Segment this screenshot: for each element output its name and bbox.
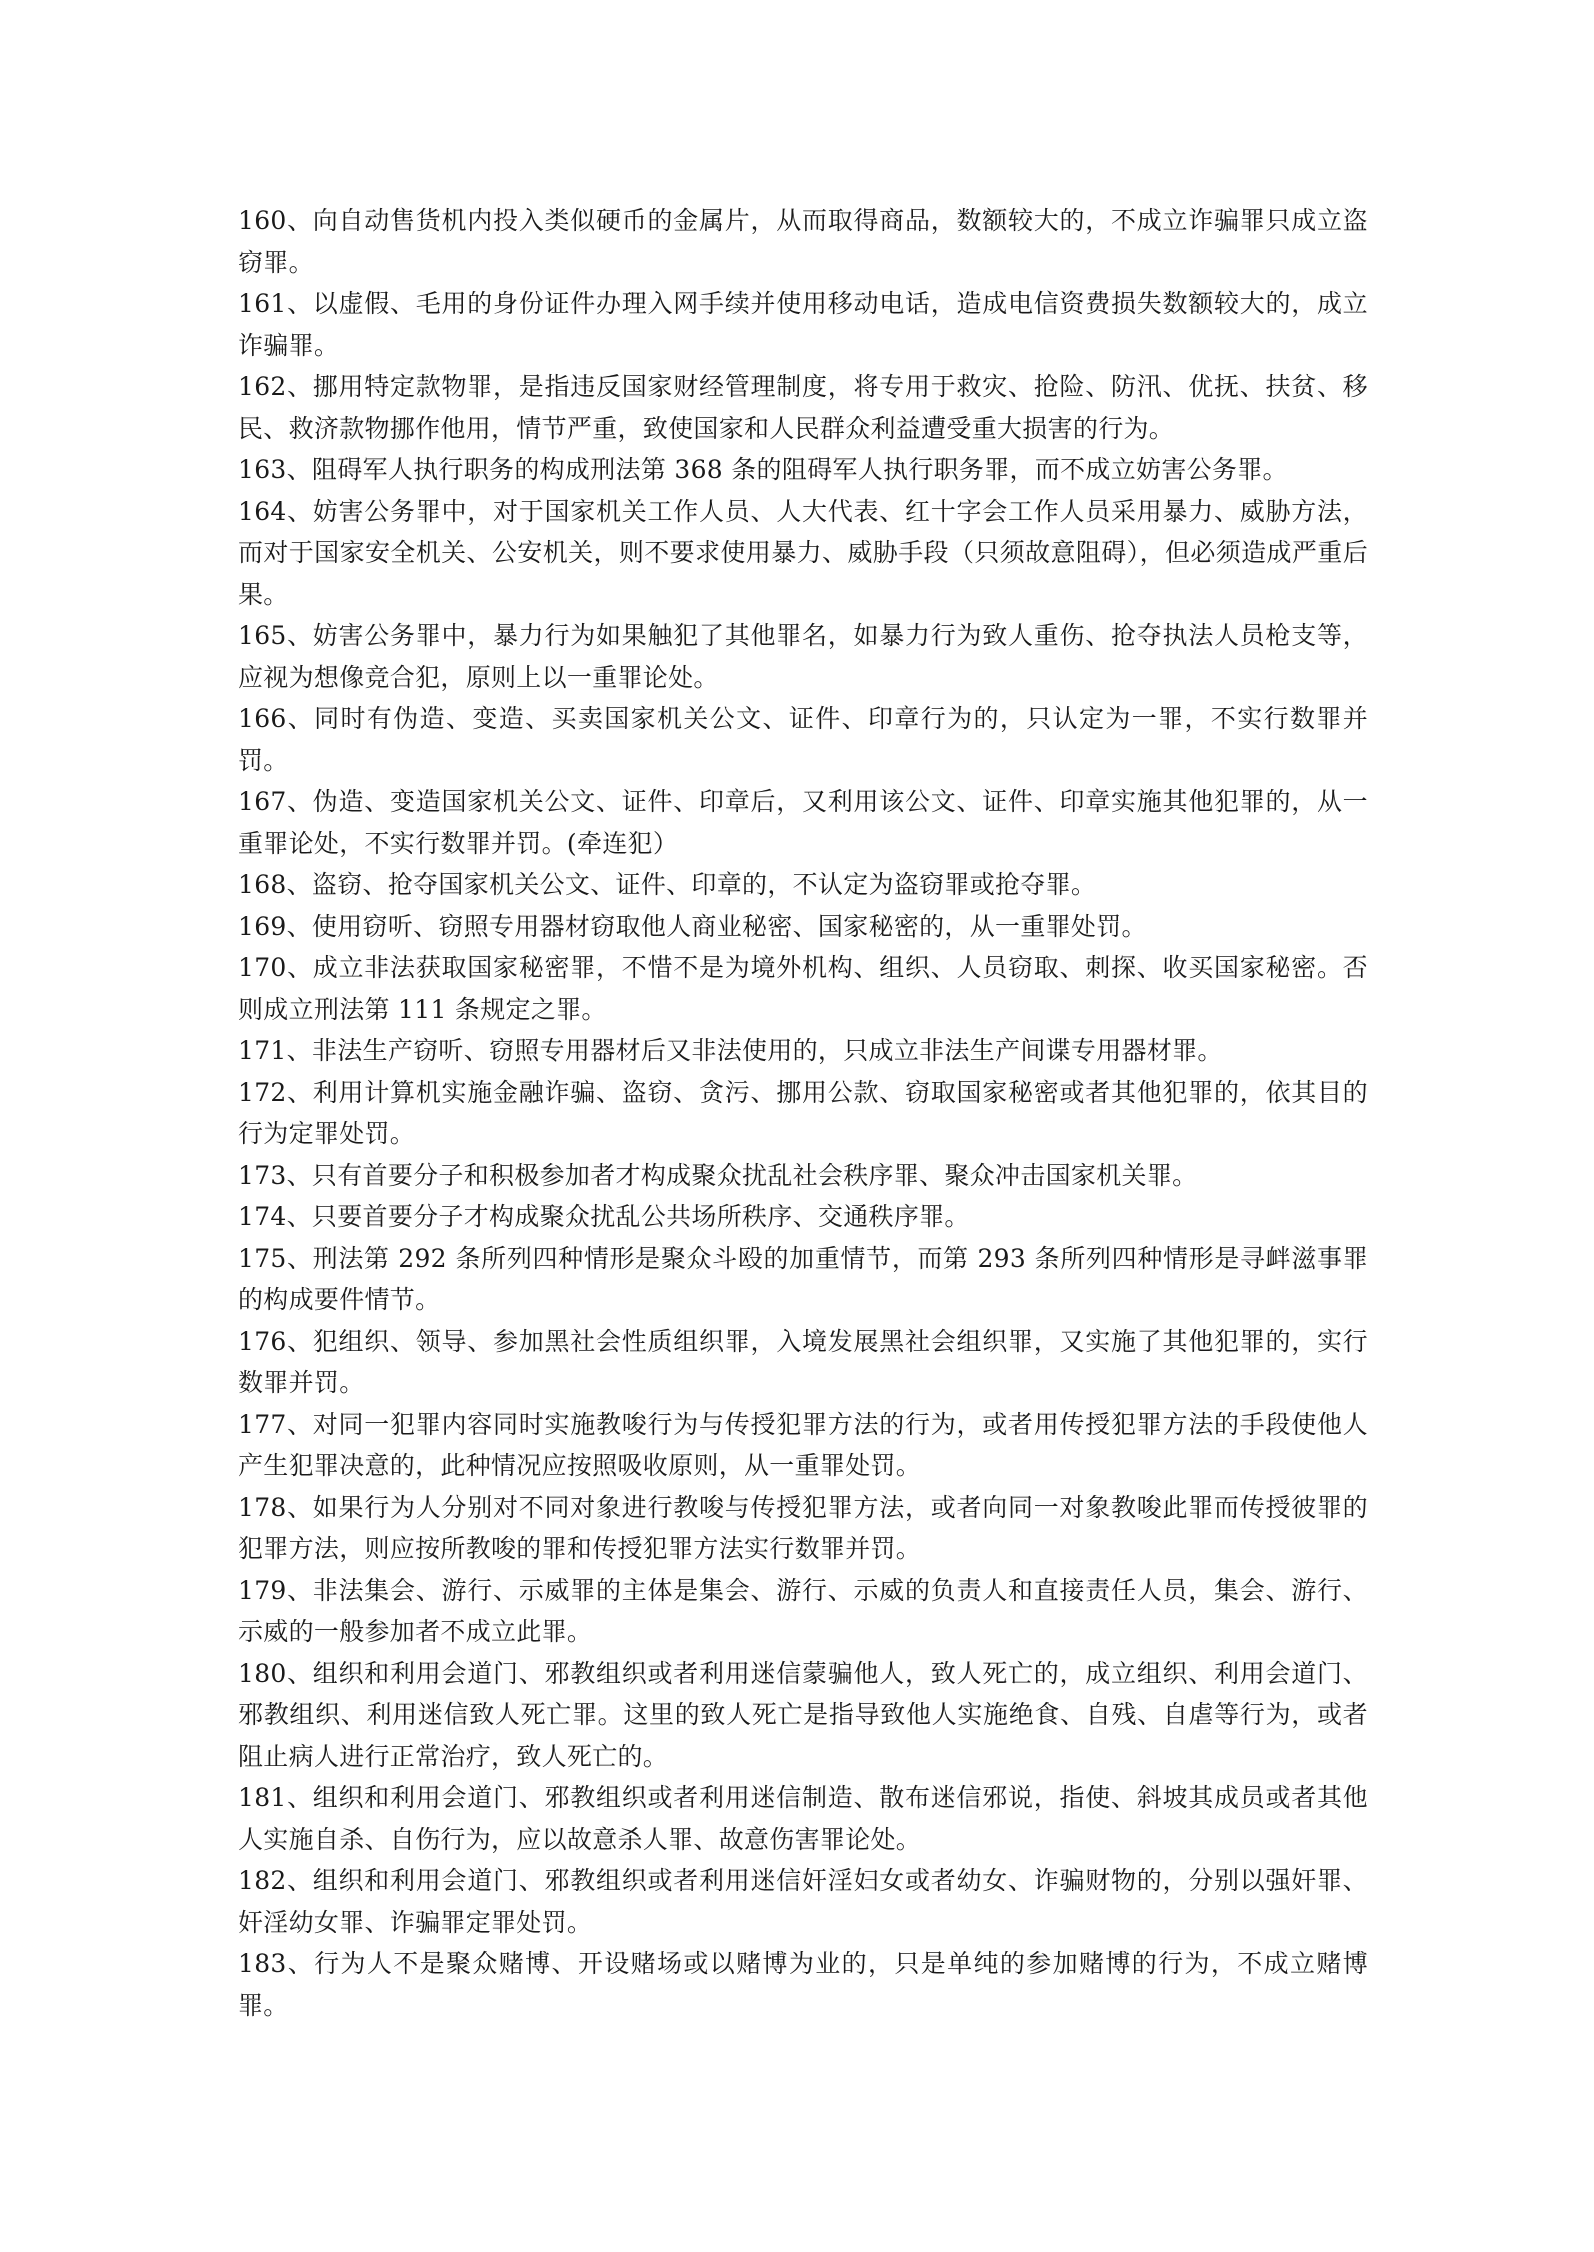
clause-178: 178、如果行为人分别对不同对象进行教唆与传授犯罪方法，或者向同一对象教唆此罪而传授彼罪的犯罪方法，则应按所教唆的罪和传授犯罪方法实行数罪并罚。 <box>238 1492 1368 1563</box>
clause-174: 174、只要首要分子才构成聚众扰乱公共场所秩序、交通秩序罪。 <box>238 1202 970 1231</box>
clause-172: 172、利用计算机实施金融诈骗、盗窃、贪污、挪用公款、窃取国家秘密或者其他犯罪的，依其目的行为定罪处罚。 <box>238 1077 1368 1148</box>
clause-173: 173、只有首要分子和积极参加者才构成聚众扰乱社会秩序罪、聚众冲击国家机关罪。 <box>238 1160 1198 1190</box>
clause-167: 167、伪造、变造国家机关公文、证件、印章后，又利用该公文、证件、印章实施其他犯罪的，从一重罪论处，不实行数罪并罚。(牵连犯） <box>238 787 1368 858</box>
clause-177: 177、对同一犯罪内容同时实施教唆行为与传授犯罪方法的行为，或者用传授犯罪方法的手段使他人产生犯罪决意的，此种情况应按照吸收原则，从一重罪处罚。 <box>238 1409 1368 1480</box>
clause-183: 183、行为人不是聚众赌博、开设赌场或以赌博为业的，只是单纯的参加赌博的行为，不成立赌博罪。 <box>238 1949 1368 2020</box>
document-body <box>238 200 1368 2026</box>
clause-166: 166、同时有伪造、变造、买卖国家机关公文、证件、印章行为的，只认定为一罪，不实行数罪并罚。 <box>238 704 1368 775</box>
clause-175: 175、刑法第 292 条所列四种情形是聚众斗殴的加重情节，而第 293 条所列四种情形是寻衅滋事罪的构成要件情节。 <box>238 1243 1368 1314</box>
clause-163: 163、阻碍军人执行职务的构成刑法第 368 条的阻碍军人执行职务罪，而不成立妨害公务罪。 <box>238 455 1288 484</box>
clause-161: 161、以虚假、毛用的身份证件办理入网手续并使用移动电话，造成电信资费损失数额较大的，成立诈骗罪。 <box>238 289 1368 360</box>
clause-169: 169、使用窃听、窃照专用器材窃取他人商业秘密、国家秘密的，从一重罪处罚。 <box>238 911 1147 941</box>
clause-182: 182、组织和利用会道门、邪教组织或者利用迷信奸淫妇女或者幼女、诈骗财物的，分别以强奸罪、奸淫幼女罪、诈骗罪定罪处罚。 <box>238 1866 1368 1937</box>
clause-164: 164、妨害公务罪中，对于国家机关工作人员、人大代表、红十字会工作人员采用暴力、威胁方法，而对于国家安全机关、公安机关，则不要求使用暴力、威胁手段（只须故意阻碍），但必须造成严重后果。 <box>238 496 1368 609</box>
clause-168: 168、盗窃、抢夺国家机关公文、证件、印章的，不认定为盗窃罪或抢夺罪。 <box>238 870 1097 899</box>
clause-162: 162、挪用特定款物罪，是指违反国家财经管理制度，将专用于救灾、抢险、防汛、优抚、扶贫、移民、救济款物挪作他用，情节严重，致使国家和人民群众利益遭受重大损害的行为。 <box>238 372 1368 443</box>
clause-171: 171、非法生产窃听、窃照专用器材后又非法使用的，只成立非法生产间谍专用器材罪。 <box>238 1036 1223 1065</box>
clause-180: 180、组织和利用会道门、邪教组织或者利用迷信蒙骗他人，致人死亡的，成立组织、利用会道门、邪教组织、利用迷信致人死亡罪。这里的致人死亡是指导致他人实施绝食、自残、自虐等行为，或者阻止病人进行正常治疗，致人死亡的。 <box>238 1658 1368 1771</box>
clause-160: 160、向自动售货机内投入类似硬币的金属片，从而取得商品，数额较大的，不成立诈骗罪只成立盗窃罪。 <box>238 206 1368 277</box>
clause-176: 176、犯组织、领导、参加黑社会性质组织罪，入境发展黑社会组织罪，又实施了其他犯罪的，实行数罪并罚。 <box>238 1326 1368 1397</box>
clause-179: 179、非法集会、游行、示威罪的主体是集会、游行、示威的负责人和直接责任人员，集会、游行、示威的一般参加者不成立此罪。 <box>238 1575 1368 1646</box>
clause-181: 181、组织和利用会道门、邪教组织或者利用迷信制造、散布迷信邪说，指使、斜坡其成员或者其他人实施自杀、自伤行为，应以故意杀人罪、故意伤害罪论处。 <box>238 1783 1368 1854</box>
clause-170: 170、成立非法获取国家秘密罪，不惜不是为境外机构、组织、人员窃取、刺探、收买国家秘密。否则成立刑法第 111 条规定之罪。 <box>238 953 1368 1024</box>
clause-165: 165、妨害公务罪中，暴力行为如果触犯了其他罪名，如暴力行为致人重伤、抢夺执法人员枪支等，应视为想像竞合犯，原则上以一重罪论处。 <box>238 621 1368 692</box>
